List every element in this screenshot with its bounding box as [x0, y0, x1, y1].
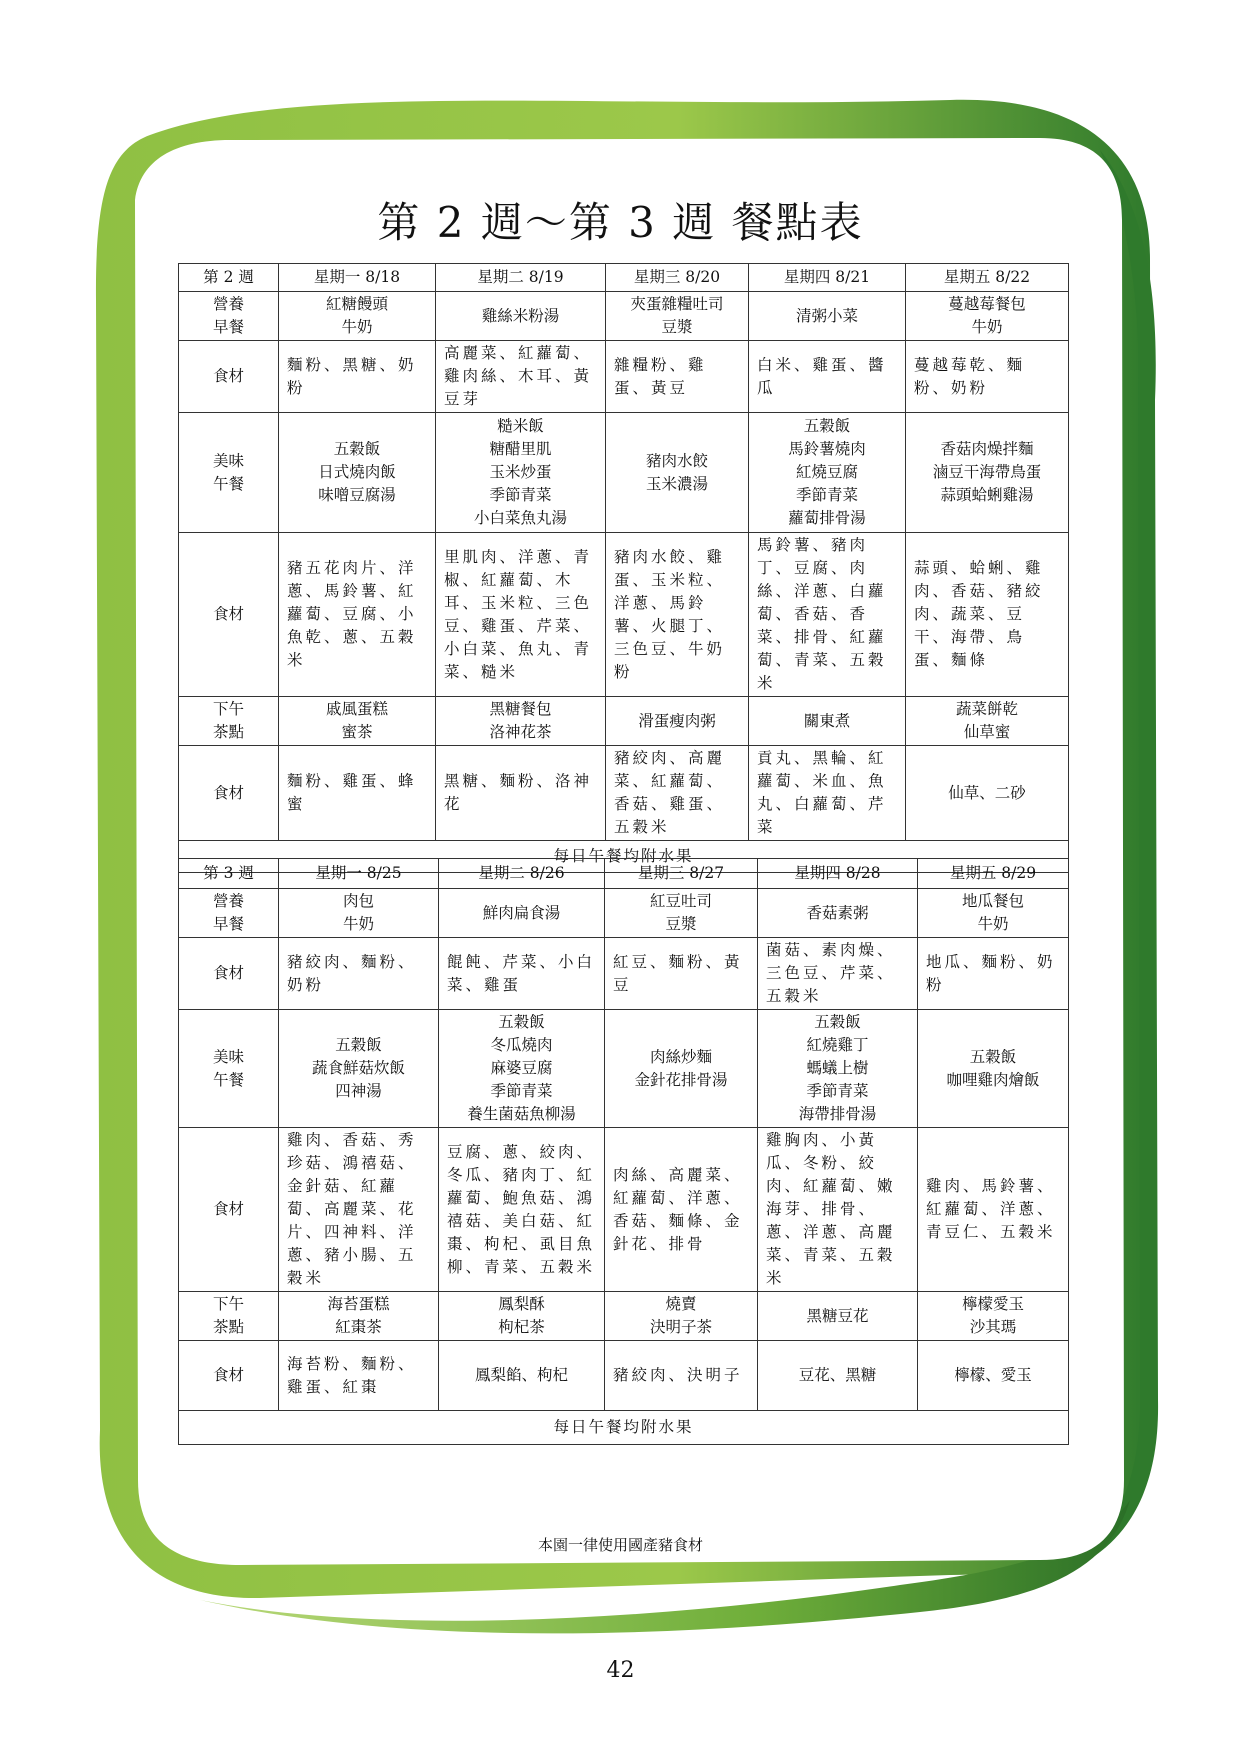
week-label: 第 2 週 [179, 264, 279, 292]
cell-line: 蔬食鮮菇炊飯 [311, 1059, 405, 1077]
menu-cell [439, 1341, 605, 1411]
cell-line: 餛飩、芹菜、小白菜、雞蛋 [447, 952, 596, 994]
cell-line: 麻婆豆腐 [490, 1059, 553, 1077]
cell-line: 鳳梨酥 [498, 1295, 545, 1313]
week-label: 第 3 週 [179, 859, 279, 889]
cell-line: 五穀飯 [333, 440, 381, 458]
cell-line: 蘿蔔排骨湯 [788, 509, 866, 527]
menu-row [179, 341, 1069, 413]
fruit-note: 每日午餐均附水果 [179, 841, 1069, 873]
menu-cell [605, 1341, 758, 1411]
cell-line: 貢丸、黑輪、紅蘿蔔、米血、魚丸、白蘿蔔、芹菜 [757, 749, 887, 836]
cell-line: 肉絲炒麵 [649, 1047, 712, 1066]
header-row [179, 859, 1069, 889]
cell-line: 美味 [212, 451, 244, 470]
cell-line: 馬鈴薯、豬肉丁、豆腐、肉絲、洋蔥、白蘿蔔、香菇、香菜、排骨、紅蘿蔔、青菜、五穀米 [757, 536, 887, 692]
menu-row [179, 1341, 1069, 1411]
cell-line: 牛奶 [971, 318, 1003, 336]
menu-cell [606, 292, 749, 341]
cell-line: 檸檬愛玉 [961, 1295, 1024, 1313]
cell-line: 黑糖豆花 [806, 1306, 869, 1325]
menu-cell [279, 533, 436, 697]
cell-line: 豬五花肉片、洋蔥、馬鈴薯、紅蘿蔔、豆腐、小魚乾、蔥、五穀米 [287, 559, 417, 669]
row-label [179, 341, 279, 413]
cell-line: 食材 [212, 783, 244, 802]
menu-cell [906, 533, 1069, 697]
day-header: 星期三 8/27 [605, 859, 758, 889]
cell-line: 豆漿 [665, 915, 697, 933]
cell-line: 美味 [212, 1047, 244, 1066]
menu-cell [279, 1292, 439, 1341]
footer-note: 本園一律使用國產豬食材 [537, 1536, 703, 1554]
menu-cell [279, 341, 436, 413]
cell-line: 早餐 [212, 318, 244, 336]
menu-cell [758, 889, 918, 938]
cell-line: 洛神花茶 [489, 723, 552, 741]
cell-line: 五穀飯 [803, 417, 851, 435]
cell-line: 雞肉、香菇、秀珍菇、鴻禧菇、金針菇、紅蘿蔔、高麗菜、花片、四神料、洋蔥、豬小腸、五穀米 [287, 1131, 417, 1287]
row-label [179, 413, 279, 533]
cell-line: 營養 [212, 295, 244, 313]
menu-cell [439, 1128, 605, 1292]
cell-line: 香菇素粥 [806, 903, 869, 922]
cell-line: 養生菌菇魚柳湯 [467, 1105, 576, 1123]
cell-line: 里肌肉、洋蔥、青椒、紅蘿蔔、木耳、玉米粒、三色豆、雞蛋、芹菜、小白菜、魚丸、青菜、糙米 [444, 547, 593, 681]
day-header: 星期五 8/22 [906, 264, 1069, 292]
day-header: 星期四 8/21 [749, 264, 906, 292]
page-title: 第 2 週～第 3 週 餐點表 [377, 198, 864, 247]
menu-cell [606, 413, 749, 533]
cell-line: 季節青菜 [490, 1082, 553, 1100]
cell-line: 紅燒豆腐 [795, 463, 858, 481]
row-label [179, 533, 279, 697]
menu-cell [279, 938, 439, 1010]
menu-cell [605, 1128, 758, 1292]
cell-line: 仙草、二砂 [948, 783, 1026, 802]
cell-line: 牛奶 [342, 915, 374, 933]
cell-line: 午餐 [212, 474, 244, 493]
menu-cell [749, 533, 906, 697]
cell-line: 食材 [212, 1366, 244, 1384]
cell-line: 枸杞茶 [498, 1318, 545, 1336]
cell-line: 食材 [212, 605, 244, 623]
cell-line: 紅燒雞丁 [806, 1036, 869, 1054]
day-header: 星期二 8/26 [439, 859, 605, 889]
cell-line: 營養 [212, 892, 244, 910]
week-3-menu-table [178, 858, 1069, 1445]
menu-cell [749, 697, 906, 746]
row-label [179, 292, 279, 341]
cell-line: 茶點 [212, 1318, 244, 1336]
menu-row [179, 889, 1069, 938]
menu-cell [906, 341, 1069, 413]
week-2-menu-table [178, 263, 1069, 873]
menu-cell [279, 413, 436, 533]
cell-line: 滷豆干海帶鳥蛋 [932, 463, 1042, 481]
fruit-note: 每日午餐均附水果 [179, 1411, 1069, 1445]
cell-line: 豬絞肉、麵粉、奶粉 [287, 952, 417, 994]
menu-cell [906, 746, 1069, 841]
menu-cell [906, 413, 1069, 533]
row-label [179, 889, 279, 938]
cell-line: 日式燒肉飯 [318, 463, 396, 481]
menu-cell [436, 746, 606, 841]
cell-line: 五穀飯 [498, 1013, 545, 1031]
cell-line: 蒜頭、蛤蜊、雞肉、香菇、豬絞肉、蔬菜、豆干、海帶、鳥蛋、麵條 [914, 559, 1044, 669]
menu-cell [436, 292, 606, 341]
week-3-menu-body [179, 859, 1069, 1445]
cell-line: 豆漿 [661, 318, 693, 336]
header-row [179, 264, 1069, 292]
cell-line: 黑糖、麵粉、洛神花 [444, 772, 593, 813]
menu-cell [758, 1292, 918, 1341]
cell-line: 白米、雞蛋、醬瓜 [757, 355, 887, 397]
menu-cell [439, 889, 605, 938]
cell-line: 鮮肉扁食湯 [482, 903, 561, 922]
cell-line: 玉米炒蛋 [489, 463, 552, 481]
cell-line: 豆腐、蔥、絞肉、冬瓜、豬肉丁、紅蘿蔔、鮑魚菇、鴻禧菇、美白菇、紅棗、枸杞、虱目魚柳、青菜、五穀米 [447, 1142, 596, 1276]
cell-line: 清粥小菜 [795, 306, 858, 325]
cell-line: 紅糖饅頭 [325, 295, 388, 313]
cell-line: 黑糖餐包 [489, 700, 552, 718]
note-row [179, 1411, 1069, 1445]
menu-cell [439, 938, 605, 1010]
cell-line: 蜜茶 [341, 723, 373, 741]
cell-line: 早餐 [212, 915, 244, 933]
cell-line: 五穀飯 [335, 1036, 382, 1054]
cell-line: 下午 [212, 1295, 244, 1313]
cell-line: 豬絞肉、決明子 [613, 1366, 743, 1384]
day-header: 星期二 8/19 [436, 264, 606, 292]
menu-cell [918, 889, 1069, 938]
menu-row [179, 938, 1069, 1010]
cell-line: 紅豆吐司 [649, 892, 712, 910]
menu-row [179, 697, 1069, 746]
menu-cell [279, 1341, 439, 1411]
menu-row [179, 746, 1069, 841]
cell-line: 食材 [212, 964, 244, 982]
cell-line: 午餐 [212, 1070, 244, 1089]
menu-cell [606, 697, 749, 746]
menu-cell [279, 292, 436, 341]
menu-cell [436, 533, 606, 697]
cell-line: 螞蟻上樹 [806, 1059, 869, 1077]
row-label [179, 746, 279, 841]
cell-line: 食材 [212, 1200, 244, 1218]
page-number: 42 [606, 1658, 635, 1683]
menu-cell [279, 697, 436, 746]
cell-line: 蔓越莓乾、麵粉、奶粉 [914, 355, 1026, 397]
cell-line: 紅豆、麵粉、黃豆 [613, 952, 743, 994]
cell-line: 雞胸肉、小黃瓜、冬粉、絞肉、紅蘿蔔、嫩海芽、排骨、蔥、洋蔥、高麗菜、青菜、五穀米 [766, 1131, 896, 1287]
menu-cell [605, 1292, 758, 1341]
row-label [179, 1128, 279, 1292]
cell-line: 季節青菜 [806, 1082, 869, 1100]
day-header: 星期四 8/28 [758, 859, 918, 889]
menu-cell [279, 1128, 439, 1292]
menu-row [179, 413, 1069, 533]
cell-line: 味噌豆腐湯 [318, 486, 396, 504]
cell-line: 決明子茶 [649, 1318, 712, 1336]
menu-row [179, 533, 1069, 697]
menu-cell [758, 1341, 918, 1411]
cell-line: 冬瓜燒肉 [490, 1036, 553, 1054]
day-header: 星期一 8/18 [279, 264, 436, 292]
cell-line: 蒜頭蛤蜊雞湯 [940, 486, 1034, 504]
row-label [179, 938, 279, 1010]
cell-line: 戚風蛋糕 [325, 700, 388, 718]
cell-line: 季節青菜 [489, 486, 552, 504]
menu-cell [918, 1010, 1069, 1128]
menu-cell [749, 292, 906, 341]
menu-cell [606, 533, 749, 697]
menu-cell [436, 341, 606, 413]
cell-line: 下午 [212, 700, 244, 718]
cell-line: 金針花排骨湯 [634, 1070, 728, 1089]
cell-line: 仙草蜜 [963, 723, 1011, 741]
menu-row [179, 1128, 1069, 1292]
cell-line: 地瓜、麵粉、奶粉 [926, 952, 1056, 994]
cell-line: 五穀飯 [969, 1047, 1017, 1066]
cell-line: 茶點 [212, 723, 244, 741]
menu-cell [758, 938, 918, 1010]
cell-line: 豆花、黑糖 [798, 1366, 877, 1384]
menu-row [179, 292, 1069, 341]
cell-line: 雞絲米粉湯 [481, 306, 560, 325]
cell-line: 食材 [212, 367, 244, 385]
cell-line: 牛奶 [977, 915, 1009, 933]
cell-line: 菌菇、素肉燥、三色豆、芹菜、五穀米 [766, 941, 896, 1005]
menu-cell [749, 341, 906, 413]
cell-line: 地瓜餐包 [961, 892, 1024, 910]
cell-line: 玉米濃湯 [645, 474, 708, 493]
menu-cell [906, 697, 1069, 746]
cell-line: 沙其瑪 [969, 1318, 1017, 1336]
menu-cell [918, 1292, 1069, 1341]
menu-cell [605, 889, 758, 938]
cell-line: 肉包 [342, 892, 374, 910]
cell-line: 麵粉、黑糖、奶粉 [287, 355, 417, 397]
cell-line: 海苔粉、麵粉、雞蛋、紅棗 [287, 1354, 417, 1396]
cell-line: 牛奶 [341, 318, 373, 336]
cell-line: 豬肉水餃、雞蛋、玉米粒、洋蔥、馬鈴薯、火腿丁、三色豆、牛奶粉 [614, 547, 726, 681]
cell-line: 雜糧粉、雞蛋、黃豆 [614, 355, 707, 397]
cell-line: 鳳梨餡、枸杞 [474, 1366, 568, 1384]
cell-line: 糖醋里肌 [489, 440, 552, 458]
row-label [179, 697, 279, 746]
menu-cell [439, 1292, 605, 1341]
cell-line: 高麗菜、紅蘿蔔、雞肉絲、木耳、黃豆芽 [444, 344, 593, 408]
menu-cell [606, 341, 749, 413]
day-header: 星期三 8/20 [606, 264, 749, 292]
menu-cell [918, 938, 1069, 1010]
menu-cell [436, 413, 606, 533]
menu-cell [906, 292, 1069, 341]
menu-cell [279, 746, 436, 841]
menu-cell [606, 746, 749, 841]
menu-cell [605, 938, 758, 1010]
menu-cell [279, 1010, 439, 1128]
menu-cell [918, 1341, 1069, 1411]
menu-cell [749, 413, 906, 533]
cell-line: 燒賣 [665, 1295, 697, 1313]
cell-line: 豬肉水餃 [645, 451, 708, 470]
cell-line: 馬鈴薯燒肉 [788, 440, 866, 458]
menu-row [179, 1010, 1069, 1128]
cell-line: 五穀飯 [814, 1013, 861, 1031]
day-header: 星期五 8/29 [918, 859, 1069, 889]
cell-line: 麵粉、雞蛋、蜂蜜 [287, 772, 417, 813]
menu-cell [758, 1128, 918, 1292]
cell-line: 雞肉、馬鈴薯、紅蘿蔔、洋蔥、青豆仁、五穀米 [926, 1177, 1056, 1241]
menu-cell [749, 746, 906, 841]
day-header: 星期一 8/25 [279, 859, 439, 889]
cell-line: 紅棗茶 [335, 1318, 382, 1336]
menu-cell [436, 697, 606, 746]
cell-line: 檸檬、愛玉 [954, 1366, 1032, 1384]
cell-line: 季節青菜 [795, 486, 858, 504]
week-2-menu-body [179, 264, 1069, 873]
cell-line: 肉絲、高麗菜、紅蘿蔔、洋蔥、香菇、麵條、金針花、排骨 [613, 1165, 743, 1253]
cell-line: 滑蛋瘦肉粥 [638, 711, 716, 730]
row-label [179, 1341, 279, 1411]
cell-line: 海苔蛋糕 [327, 1295, 390, 1313]
cell-line: 海帶排骨湯 [798, 1105, 877, 1123]
cell-line: 香菇肉燥拌麵 [940, 440, 1034, 458]
cell-line: 小白菜魚丸湯 [473, 509, 567, 527]
menu-cell [279, 889, 439, 938]
menu-cell [439, 1010, 605, 1128]
cell-line: 糙米飯 [497, 417, 544, 435]
cell-line: 蔓越莓餐包 [948, 295, 1026, 313]
menu-cell [918, 1128, 1069, 1292]
row-label [179, 1292, 279, 1341]
cell-line: 關東煮 [803, 711, 851, 730]
cell-line: 四神湯 [335, 1082, 382, 1100]
row-label [179, 1010, 279, 1128]
cell-line: 咖哩雞肉燴飯 [946, 1070, 1040, 1089]
cell-line: 蔬菜餅乾 [955, 700, 1018, 718]
menu-cell [605, 1010, 758, 1128]
menu-cell [758, 1010, 918, 1128]
menu-row [179, 1292, 1069, 1341]
cell-line: 夾蛋雜糧吐司 [630, 295, 724, 313]
cell-line: 豬絞肉、高麗菜、紅蘿蔔、香菇、雞蛋、五穀米 [614, 749, 726, 836]
